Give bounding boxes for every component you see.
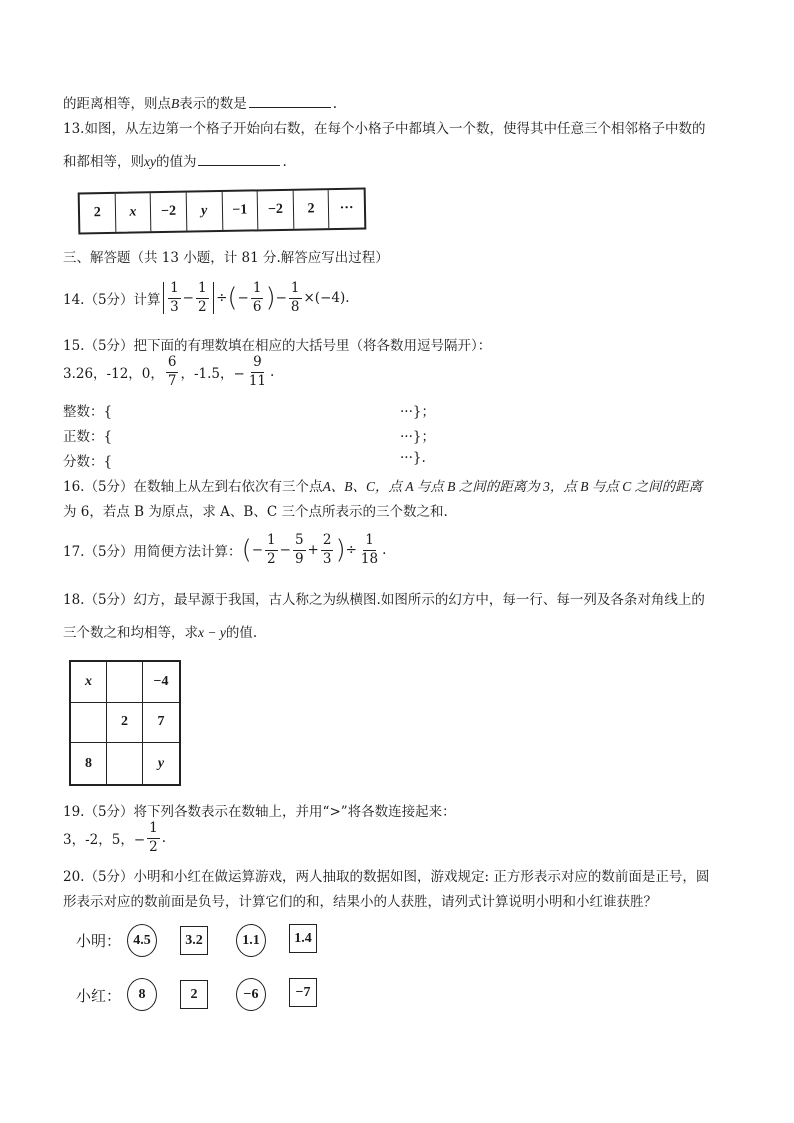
num: 2 xyxy=(321,534,334,551)
q12-text: 的距离相等，则点 xyxy=(63,96,171,112)
den: 9 xyxy=(294,550,304,567)
paren-close: ) xyxy=(265,283,276,313)
q15-numbers xyxy=(63,354,274,390)
num: 1 xyxy=(265,534,278,551)
q16-text-a: 16.（5分）在数轴上从左到右依次有三个点 xyxy=(63,479,323,495)
q19-nums: 3，-2，5，− xyxy=(63,832,146,848)
paren-open: ( xyxy=(227,283,238,313)
q20-line2: 形表示对应的数前面是负号，计算它们的和，结果小的人获胜，请列式计算说明小明和小红谁获胜？ xyxy=(63,894,657,910)
xiaohong-square-card: −7 xyxy=(289,978,317,1007)
q14-prefix: 14.（5分）计算 xyxy=(63,292,161,308)
q18-text-b: 的值. xyxy=(225,625,258,641)
q14-div: ÷ xyxy=(216,290,228,306)
q17-plus: + xyxy=(307,542,319,558)
den: 6 xyxy=(252,298,262,315)
q16-line2: 为 6，若点 B 为原点，求 A、B、C 三个点所表示的三个数之和. xyxy=(63,504,448,520)
strip-cell: x xyxy=(115,193,151,232)
q15-row-integers-end: ···}； xyxy=(400,404,435,420)
q13-text-b: 的值为 xyxy=(155,154,197,170)
q17-end: . xyxy=(382,542,387,558)
xiaoming-circle-card: 4.5 xyxy=(127,924,157,957)
q18-line1: 18.（5分）幻方，最早源于我国，古人称之为纵横图.如图所示的幻方中，每一行、每一列及各条对角线上的 xyxy=(63,592,705,608)
row-label: 正数：{ xyxy=(63,429,113,445)
abs-bar-left xyxy=(163,282,165,314)
xiaohong-circle-card: 8 xyxy=(127,978,157,1011)
grid-cell: 7 xyxy=(143,703,179,744)
xiaoming-circle-card: 1.1 xyxy=(236,924,266,957)
q14-line xyxy=(63,280,350,316)
q19-end: . xyxy=(161,830,167,846)
grid-cell: −4 xyxy=(143,662,179,703)
den: 3 xyxy=(322,550,332,567)
q18-text-a: 三个数之和均相等，求 xyxy=(63,625,198,641)
xiaohong-label: 小红： xyxy=(76,987,122,1005)
q14-frac-2 xyxy=(196,282,209,314)
row-label: 分数：{ xyxy=(63,454,113,470)
q17-frac-2 xyxy=(293,534,306,566)
num: 1 xyxy=(168,282,181,299)
q18-expr: x − y xyxy=(198,625,226,640)
xiaoming-square-card: 1.4 xyxy=(289,924,317,953)
strip-cell: −2 xyxy=(151,193,187,232)
den: 2 xyxy=(149,838,158,855)
section-3-heading: 三、解答题（共 13 小题，计 81 分.解答应写出过程） xyxy=(63,250,389,266)
q15-nums-b: ，-1.5，− xyxy=(180,366,245,382)
den: 11 xyxy=(248,372,267,389)
q12-answer-blank[interactable] xyxy=(249,95,331,108)
abs-bar-right xyxy=(213,282,215,314)
den: 8 xyxy=(290,298,300,315)
strip-cell: ··· xyxy=(339,200,354,216)
q19-numbers xyxy=(63,820,166,856)
q20-line1: 20.（5分）小明和小红在做运算游戏，两人抽取的数据如图，游戏规定: 正方形表示对应的数前面是正号，圆 xyxy=(63,869,710,885)
num: 1 xyxy=(251,282,264,299)
grid-cell xyxy=(107,743,143,784)
xiaohong-circle-card: −6 xyxy=(236,978,266,1011)
q17-frac-4 xyxy=(359,534,380,566)
q15-prompt: 15.（5分）把下面的有理数填在相应的大括号里（将各数用逗号隔开）： xyxy=(63,338,492,354)
paren-open: ( xyxy=(241,535,252,565)
num: 1 xyxy=(196,282,209,299)
xiaoming-square-card: 3.2 xyxy=(180,926,208,955)
q17-div: ÷ xyxy=(345,542,357,558)
grid-cell xyxy=(107,662,143,703)
q15-row-positive-end: ···}； xyxy=(400,429,435,445)
q16-line1 xyxy=(63,475,702,495)
q15-row-positive xyxy=(63,425,112,445)
num: 9 xyxy=(251,356,264,373)
den: 2 xyxy=(267,550,276,567)
q14-minus2: − xyxy=(275,290,287,306)
q15-row-fractions-end: ···}. xyxy=(400,450,426,466)
q18-line2 xyxy=(63,621,257,641)
strip-cell: y xyxy=(187,192,223,231)
q13-number-strip xyxy=(78,187,367,234)
q14-frac-3 xyxy=(251,282,264,314)
q13-var: xy xyxy=(144,154,156,169)
grid-cell: x xyxy=(71,662,107,703)
strip-cell: −1 xyxy=(222,191,258,230)
q13-line2 xyxy=(63,150,287,170)
strip-cell: −2 xyxy=(258,191,294,230)
q17-frac-3 xyxy=(321,534,334,566)
q15-end: . xyxy=(270,364,275,380)
num: 1 xyxy=(147,822,160,839)
den: 7 xyxy=(167,372,177,389)
q14-end: . xyxy=(345,290,350,306)
q17-prefix: 17.（5分）用简便方法计算： xyxy=(63,544,242,560)
den: 2 xyxy=(197,298,207,315)
num: 6 xyxy=(166,356,179,373)
q14-neg: − xyxy=(237,290,249,306)
q15-nums-a: 3.26，-12，0， xyxy=(63,366,164,382)
q12-end: . xyxy=(332,96,338,112)
q17-neg: − xyxy=(251,542,264,558)
grid-cell: 2 xyxy=(107,703,143,744)
q16-text-b: A、B、C，点 A 与点 B 之间的距离为 3，点 B 与点 C 之间的距离 xyxy=(322,479,703,494)
magic-square xyxy=(69,660,181,786)
num: 1 xyxy=(289,282,302,299)
q14-frac-4 xyxy=(289,282,302,314)
q17-minus: − xyxy=(279,542,291,558)
strip-cell: 2 xyxy=(293,190,329,229)
q13-answer-blank[interactable] xyxy=(198,153,280,166)
q15-row-fractions xyxy=(63,450,112,470)
num: 5 xyxy=(293,534,306,551)
q14-tail: ×(−4) xyxy=(303,290,346,306)
grid-cell: y xyxy=(157,755,165,771)
num: 1 xyxy=(363,534,376,551)
q13-line1: 13.如图，从左边第一个格子开始向右数，在每个小格子中都填入一个数，使得其中任意三个相邻格子中数的 xyxy=(63,121,706,137)
xiaoming-label: 小明： xyxy=(76,932,122,950)
q13-end: . xyxy=(282,154,287,170)
q15-frac-1 xyxy=(166,356,179,388)
q17-line xyxy=(63,532,386,568)
q17-frac-1 xyxy=(265,534,278,566)
q19-frac xyxy=(147,822,160,854)
q15-frac-2 xyxy=(247,356,268,388)
paren-close: ) xyxy=(335,535,346,565)
q12-tail-line xyxy=(63,92,337,112)
den: 3 xyxy=(170,298,179,315)
q14-frac-1 xyxy=(168,282,181,314)
q13-text-a: 和都相等，则 xyxy=(63,154,144,170)
q12-text2: 表示的数是 xyxy=(179,96,247,112)
den: 18 xyxy=(360,550,379,567)
grid-cell xyxy=(71,703,107,744)
q14-minus: − xyxy=(182,290,194,306)
xiaohong-square-card: 2 xyxy=(180,980,208,1009)
row-label: 整数：{ xyxy=(63,404,113,420)
q12-var: B xyxy=(171,96,180,111)
grid-cell: 8 xyxy=(71,743,107,784)
q15-row-integers xyxy=(63,400,112,420)
strip-cell: 2 xyxy=(80,194,116,233)
q19-line1: 19.（5分）将下列各数表示在数轴上，并用“>”将各数连接起来： xyxy=(63,804,456,820)
